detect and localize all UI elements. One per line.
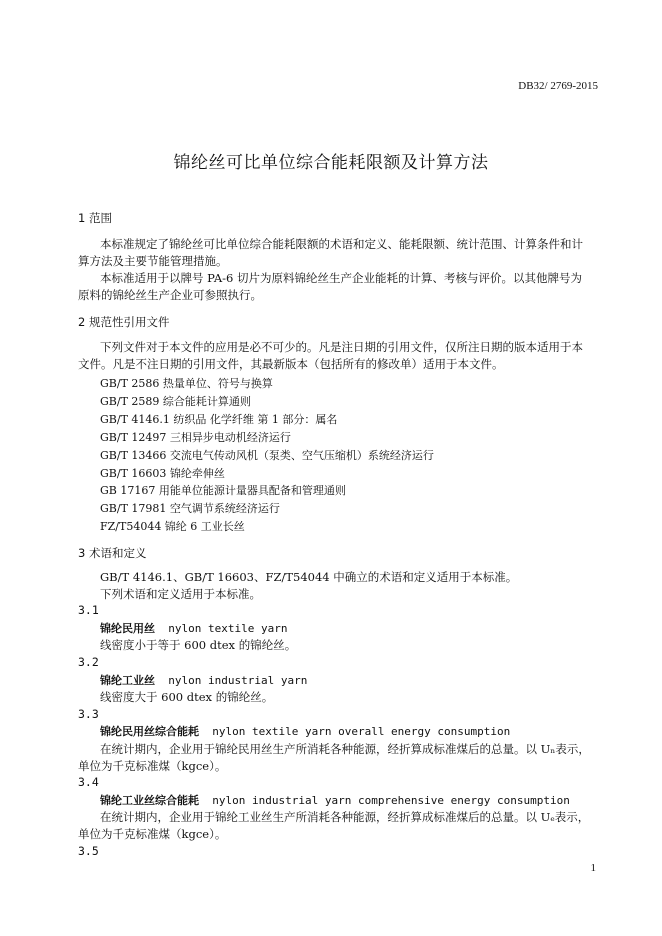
term-name-en: nylon industrial yarn [168, 674, 308, 687]
section-3-heading: 3 术语和定义 [78, 546, 147, 560]
reference-item: GB 17167 用能单位能源计量器具配备和管理通则 [100, 484, 346, 497]
term-number: 3.3 [78, 707, 99, 721]
section-1-paragraph-1: 本标准规定了锦纶丝可比单位综合能耗限额的术语和定义、能耗限额、统计范围、计算条件和计 [100, 237, 583, 251]
reference-item: GB/T 13466 交流电气传动风机（泵类、空气压缩机）系统经济运行 [100, 449, 434, 462]
term-definition: 在统计期内，企业用于锦纶工业丝生产所消耗各种能源，经折算成标准煤后的总量。以 Uₑ表示， [100, 810, 590, 824]
section-3-paragraph-1: GB/T 4146.1、GB/T 16603、FZ/T54044 中确立的术语和定义适用于本标准。 [100, 570, 518, 584]
term-number: 3.2 [78, 655, 99, 669]
term-name-en: nylon textile yarn overall energy consumption [212, 725, 511, 738]
page-number: 1 [590, 862, 596, 874]
term-number: 3.4 [78, 775, 99, 789]
term-definition-cont: 单位为千克标准煤（kgce）。 [78, 759, 227, 773]
term-definition: 线密度大于 600 dtex 的锦纶丝。 [100, 690, 274, 704]
section-2-heading: 2 规范性引用文件 [78, 315, 170, 329]
term-title [100, 672, 307, 688]
section-3-paragraph-2: 下列术语和定义适用于本标准。 [100, 587, 261, 601]
reference-item: GB/T 2586 热量单位、符号与换算 [100, 377, 273, 390]
reference-item: GB/T 2589 综合能耗计算通则 [100, 395, 251, 408]
term-number: 3.1 [78, 603, 99, 617]
section-2-paragraph: 下列文件对于本文件的应用是必不可少的。凡是注日期的引用文件，仅所注日期的版本适用于本 [100, 340, 583, 354]
term-name-en: nylon textile yarn [168, 622, 288, 635]
document-title: 锦纶丝可比单位综合能耗限额及计算方法 [173, 153, 489, 173]
term-definition: 在统计期内，企业用于锦纶民用丝生产所消耗各种能源，经折算成标准煤后的总量。以 Uₙ表示， [100, 742, 590, 756]
term-name-zh: 锦纶工业丝 [100, 674, 155, 687]
reference-item: GB/T 17981 空气调节系统经济运行 [100, 502, 280, 515]
section-1-heading: 1 范围 [78, 211, 112, 225]
term-definition: 线密度小于等于 600 dtex 的锦纶丝。 [100, 638, 297, 652]
reference-item: GB/T 16603 锦纶牵伸丝 [100, 467, 225, 480]
section-1-paragraph-2-cont: 原料的锦纶丝生产企业可参照执行。 [78, 288, 262, 302]
term-name-zh: 锦纶工业丝综合能耗 [100, 794, 199, 807]
term-title [100, 620, 287, 636]
reference-item: FZ/T54044 锦纶 6 工业长丝 [100, 520, 245, 533]
reference-item: GB/T 12497 三相异步电动机经济运行 [100, 431, 291, 444]
term-definition-cont: 单位为千克标准煤（kgce）。 [78, 827, 227, 841]
term-number: 3.5 [78, 844, 99, 858]
term-name-zh: 锦纶民用丝综合能耗 [100, 725, 199, 738]
term-title [100, 723, 510, 739]
section-2-paragraph-cont: 文件。凡是不注日期的引用文件，其最新版本（包括所有的修改单）适用于本文件。 [78, 357, 504, 371]
term-name-en: nylon industrial yarn comprehensive energy consumption [212, 794, 570, 807]
reference-item: GB/T 4146.1 纺织品 化学纤维 第 1 部分：属名 [100, 413, 338, 426]
standard-number: DB32/ 2769-2015 [518, 80, 598, 92]
section-1-paragraph-1-cont: 算方法及主要节能管理措施。 [78, 254, 228, 268]
term-name-zh: 锦纶民用丝 [100, 622, 155, 635]
section-1-paragraph-2: 本标准适用于以牌号 PA-6 切片为原料锦纶丝生产企业能耗的计算、考核与评价。以其他牌号为 [100, 271, 582, 285]
term-title [100, 792, 570, 808]
